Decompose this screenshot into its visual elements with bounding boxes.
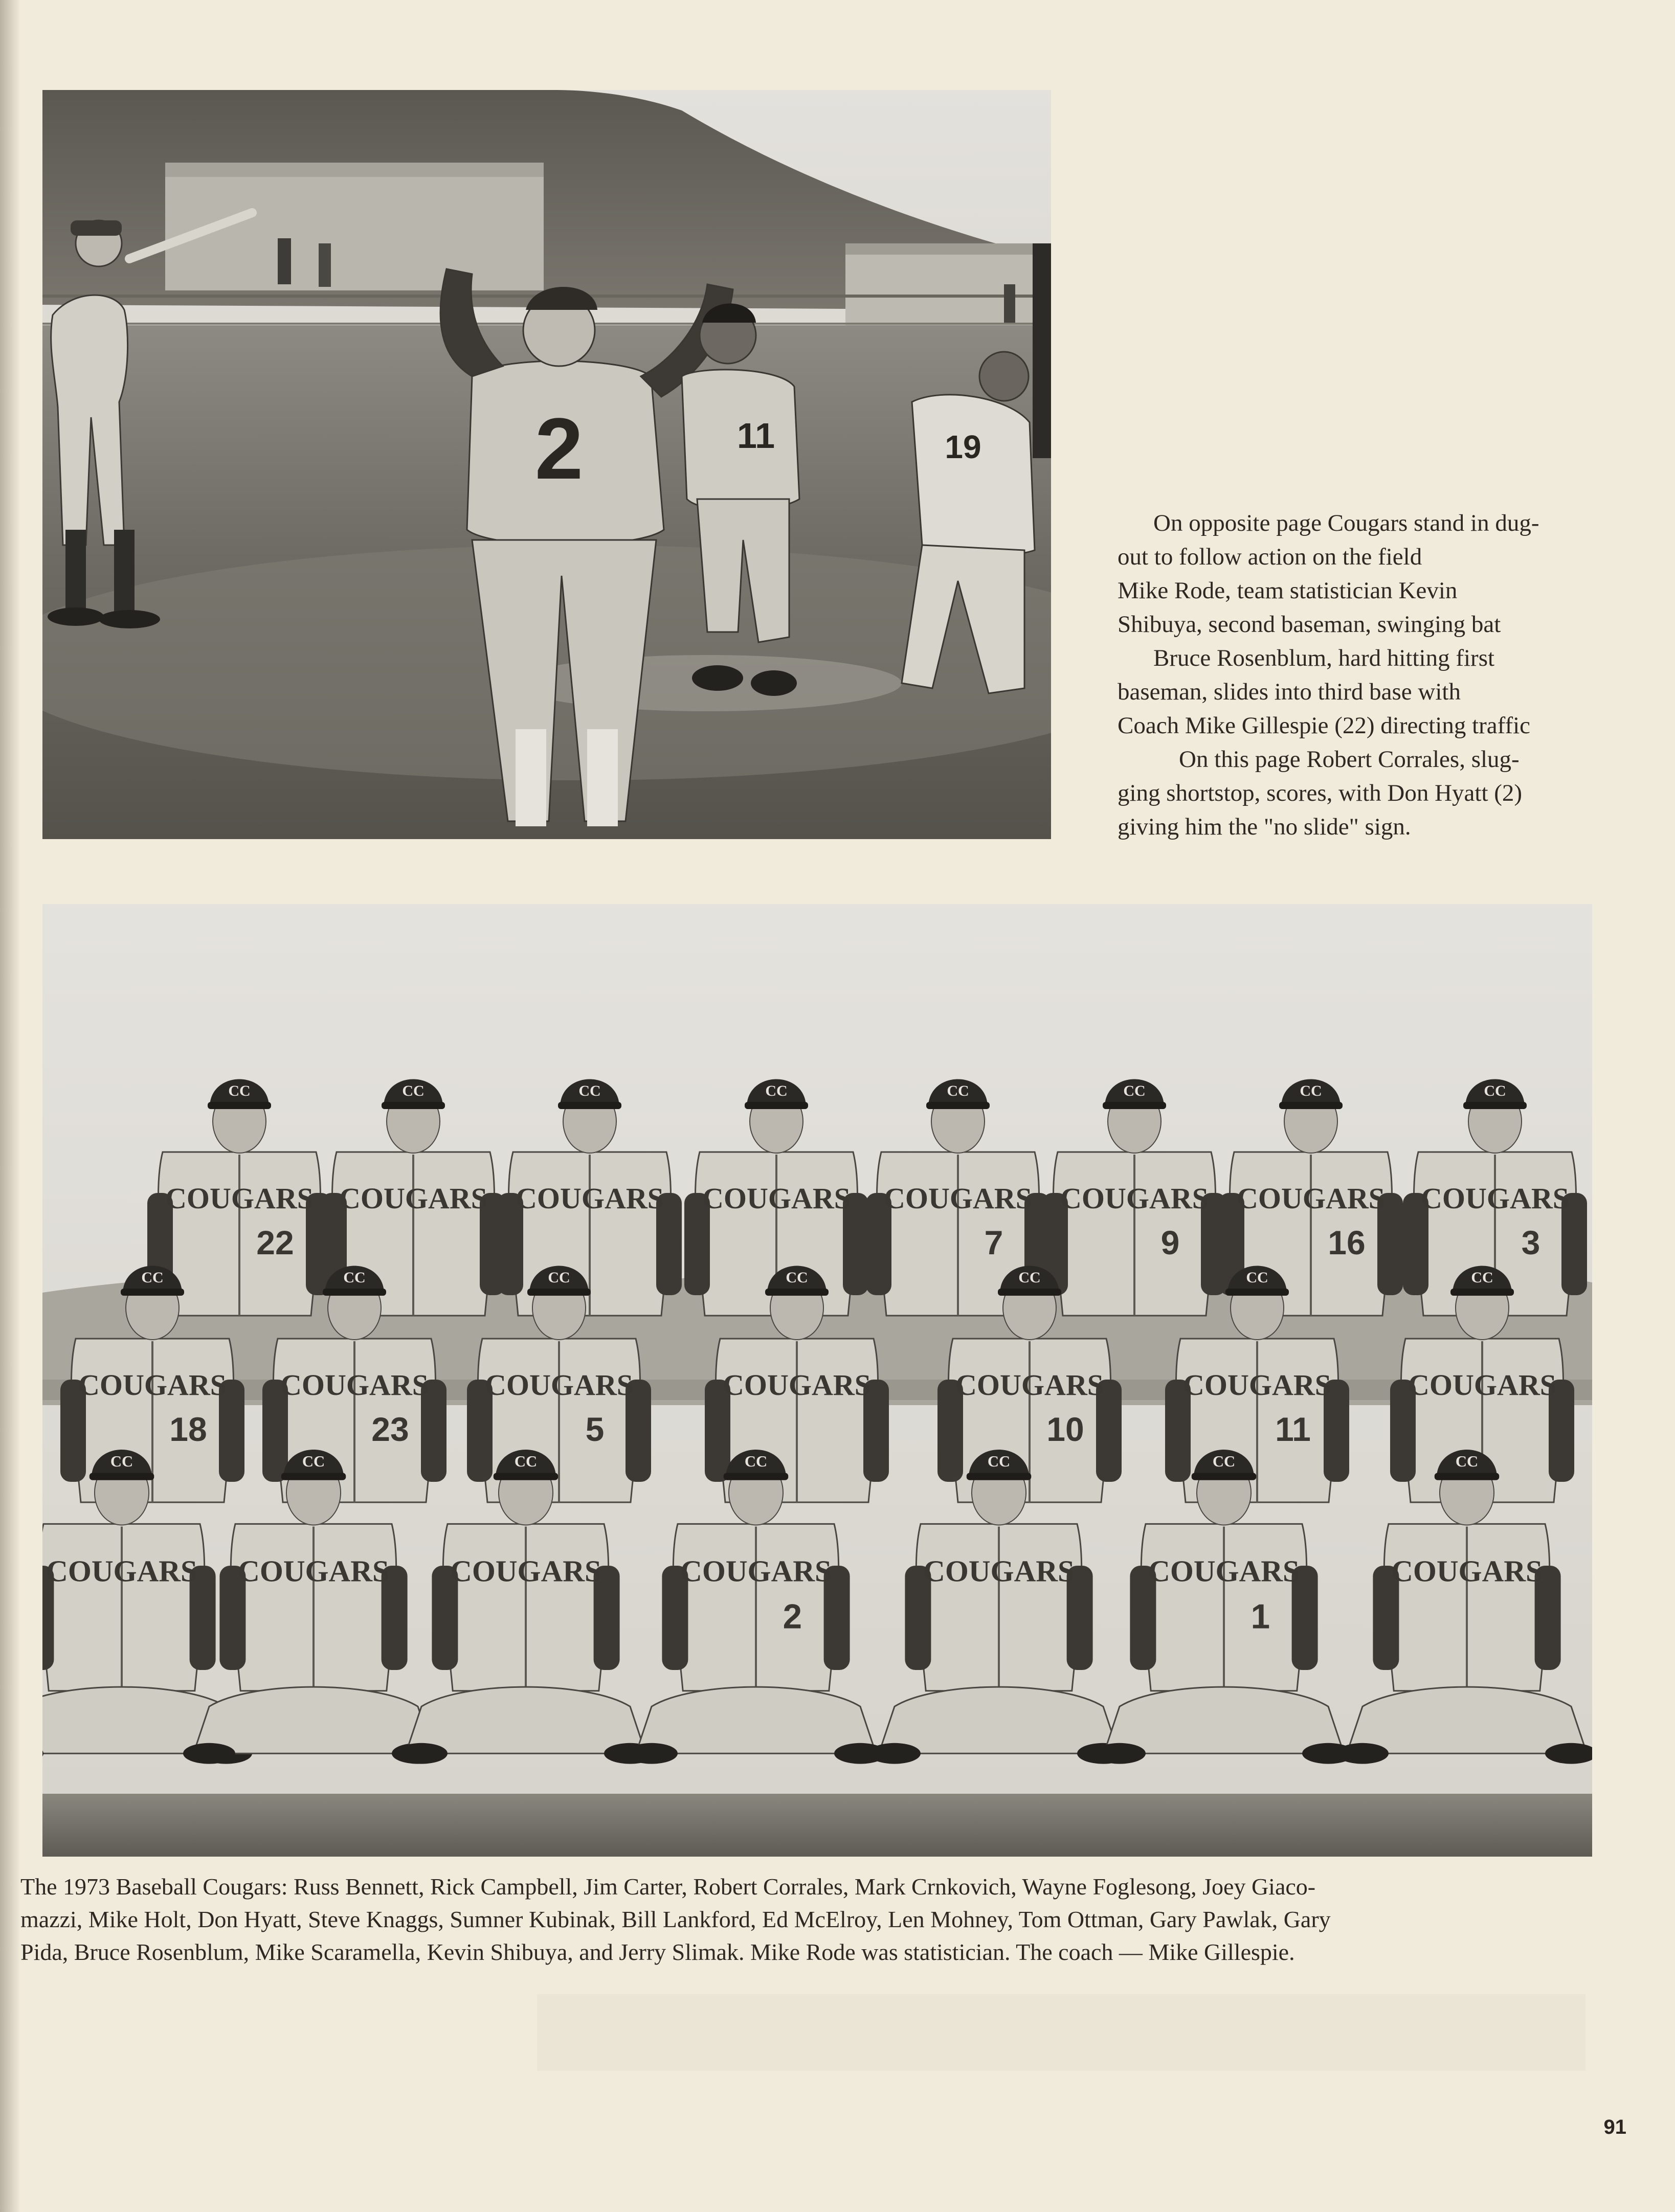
- cap-logo: CC: [1123, 1082, 1146, 1099]
- cap-logo: CC: [228, 1082, 251, 1099]
- cap-logo: CC: [786, 1269, 808, 1286]
- cap-logo: CC: [514, 1453, 538, 1471]
- binding-gutter: [0, 0, 20, 2212]
- cap-logo: CC: [1246, 1269, 1268, 1286]
- cap-logo: CC: [343, 1269, 366, 1286]
- jersey-lettering: COUGARS: [680, 1554, 832, 1588]
- roster-line: Pida, Bruce Rosenblum, Mike Scaramella, Kevin Shibuya, and Jerry Slimak. Mike Rode was statistician. The coach — Mike Gillespie.: [20, 1939, 1295, 1965]
- team-photo: [42, 904, 1592, 1857]
- cap-logo: CC: [141, 1269, 164, 1286]
- cap-logo: CC: [110, 1453, 133, 1471]
- jersey-lettering: COUGARS: [1148, 1554, 1300, 1588]
- cap-logo: CC: [1455, 1453, 1479, 1471]
- caption-line: giving him the "no slide" sign.: [1118, 814, 1411, 840]
- cap-logo: CC: [1484, 1082, 1506, 1099]
- jersey-number: 18: [169, 1410, 207, 1448]
- action-photo: [42, 90, 1051, 839]
- cap-logo: CC: [1018, 1269, 1041, 1286]
- jersey-number: 9: [1160, 1224, 1180, 1261]
- jersey-lettering: COUGARS: [923, 1554, 1075, 1588]
- caption-line: ging shortstop, scores, with Don Hyatt (2): [1118, 780, 1523, 806]
- jersey-lettering: COUGARS: [722, 1368, 872, 1402]
- caption-line: Shibuya, second baseman, swinging bat: [1118, 611, 1501, 638]
- jersey-number: 1: [1250, 1597, 1270, 1636]
- jersey-number: 11: [1275, 1410, 1311, 1448]
- jersey-lettering: COUGARS: [883, 1182, 1033, 1215]
- jersey-lettering: COUGARS: [238, 1554, 389, 1588]
- caption-line: Coach Mike Gillespie (22) directing traffic: [1118, 712, 1531, 739]
- jersey-number: 7: [984, 1224, 1003, 1261]
- jersey-lettering: COUGARS: [484, 1368, 634, 1402]
- jersey-lettering: COUGARS: [515, 1182, 664, 1215]
- jersey-lettering: COUGARS: [450, 1554, 601, 1588]
- cap-logo: CC: [987, 1453, 1011, 1471]
- jersey-number: 22: [256, 1224, 294, 1261]
- page-number: 91: [1603, 2116, 1626, 2138]
- jersey-lettering: COUGARS: [1060, 1182, 1209, 1215]
- jersey-number: 5: [585, 1410, 605, 1448]
- caption-line: baseman, slides into third base with: [1118, 679, 1461, 705]
- caption-line: Mike Rode, team statistician Kevin: [1118, 577, 1458, 604]
- team-roster-caption: [20, 1870, 1593, 1969]
- cap-logo: CC: [765, 1082, 788, 1099]
- caption-line: out to follow action on the field: [1118, 544, 1422, 570]
- jersey-lettering: COUGARS: [339, 1182, 488, 1215]
- jersey-number: 3: [1521, 1224, 1540, 1261]
- cap-logo: CC: [744, 1453, 768, 1471]
- jersey-lettering: COUGARS: [78, 1368, 227, 1402]
- jersey-lettering: COUGARS: [1182, 1368, 1332, 1402]
- cap-logo: CC: [548, 1269, 570, 1286]
- caption-line: On opposite page Cougars stand in dug-: [1153, 510, 1539, 536]
- jersey-number: 10: [1046, 1410, 1084, 1448]
- cap-logo: CC: [302, 1453, 325, 1471]
- jersey-lettering: COUGARS: [1391, 1554, 1543, 1588]
- roster-line: The 1973 Baseball Cougars: Russ Bennett, Rick Campbell, Jim Carter, Robert Corrales, Mark Crnkovich, Wayne Foglesong, Joey Giaco-: [20, 1874, 1316, 1900]
- jersey-number: 16: [1328, 1224, 1366, 1261]
- jersey-lettering: COUGARS: [702, 1182, 851, 1215]
- caption-line: On this page Robert Corrales, slug-: [1179, 746, 1520, 773]
- cap-logo: CC: [402, 1082, 425, 1099]
- cap-logo: CC: [578, 1082, 601, 1099]
- jersey-lettering: COUGARS: [1408, 1368, 1557, 1402]
- jersey-number-2: 2: [534, 400, 584, 498]
- cap-logo: CC: [1212, 1453, 1236, 1471]
- show-through-print: [537, 1994, 1585, 2071]
- jersey-lettering: COUGARS: [955, 1368, 1104, 1402]
- cap-logo: CC: [947, 1082, 969, 1099]
- action-photo-caption: [1118, 506, 1593, 844]
- jersey-lettering: COUGARS: [280, 1368, 429, 1402]
- cap-logo: CC: [1300, 1082, 1322, 1099]
- jersey-lettering: COUGARS: [1236, 1182, 1386, 1215]
- jersey-number: 23: [371, 1410, 409, 1448]
- jersey-number: 2: [783, 1597, 802, 1636]
- cap-logo: CC: [1471, 1269, 1493, 1286]
- jersey-lettering: COUGARS: [1420, 1182, 1570, 1215]
- roster-line: mazzi, Mike Holt, Don Hyatt, Steve Knaggs, Sumner Kubinak, Bill Lankford, Ed McElroy, Len Mohney, Tom Ottman, Gary Pawlak, Gary: [20, 1906, 1331, 1932]
- caption-line: Bruce Rosenblum, hard hitting first: [1153, 645, 1495, 671]
- jersey-lettering: COUGARS: [165, 1182, 314, 1215]
- jersey-number-11: 11: [737, 416, 775, 456]
- jersey-lettering: COUGARS: [46, 1554, 197, 1588]
- jersey-number-19: 19: [945, 428, 981, 465]
